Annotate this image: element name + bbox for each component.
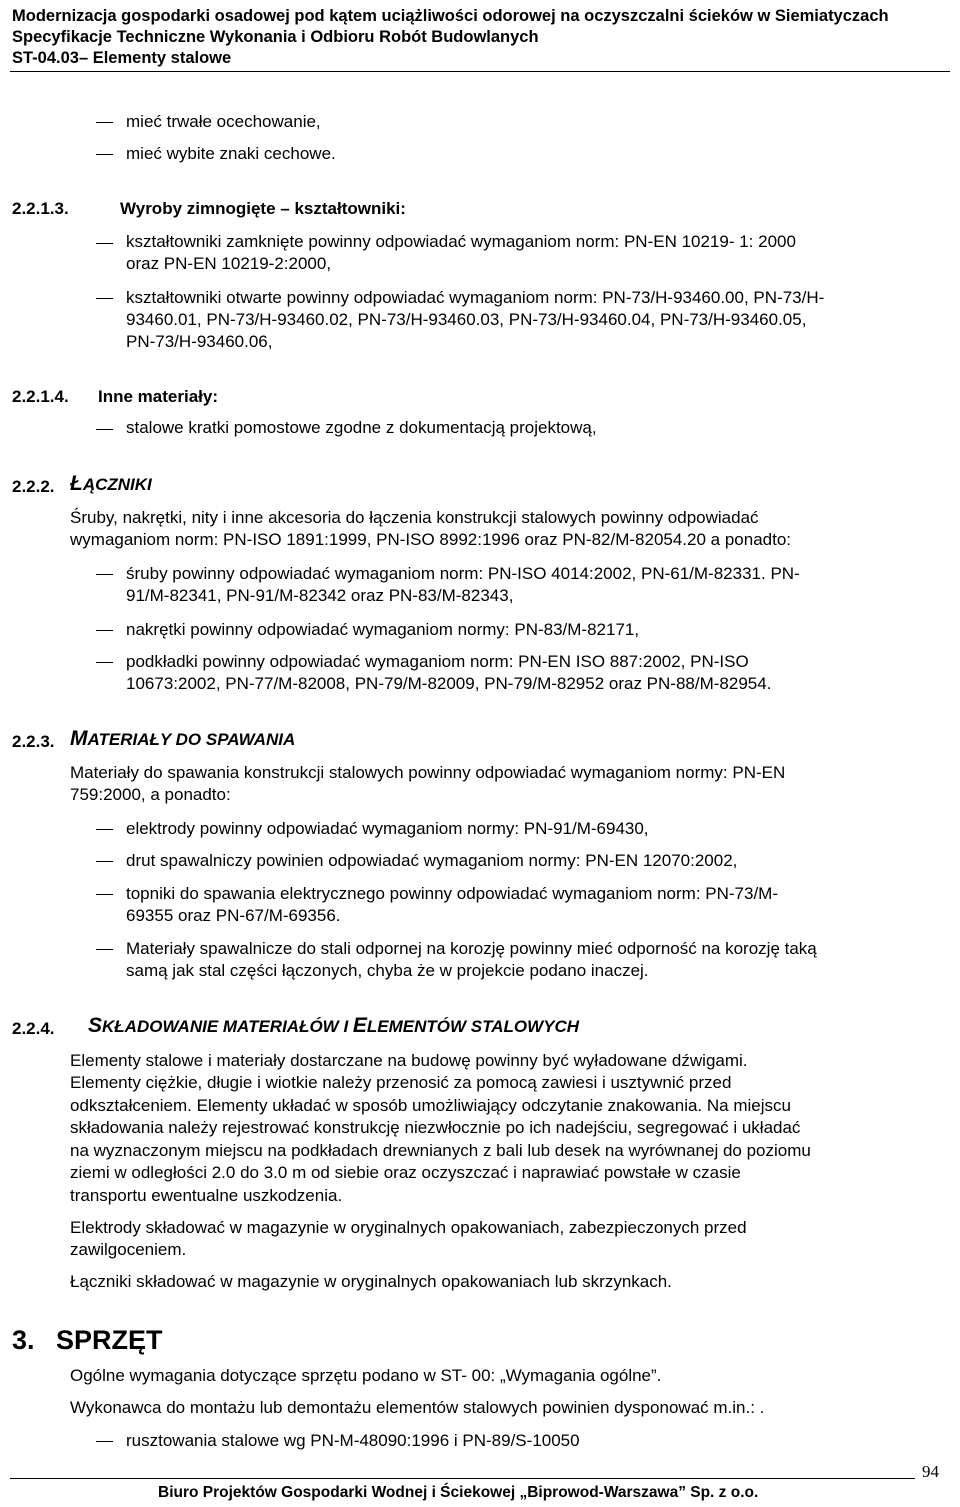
header-line-1: Modernizacja gospodarki osadowej pod kątem uciążliwości odorowej na oczyszczalni ścieków w Siemiatyczach [12,7,889,25]
section-number: 2.2.2. [12,477,55,496]
bullet-dash [96,574,113,575]
header-rule [10,71,950,72]
paragraph-line: Ogólne wymagania dotyczące sprzętu podano w ST- 00: „Wymagania ogólne”. [70,1366,662,1385]
bullet-dash [96,1441,113,1442]
header-line-3: ST-04.03– Elementy stalowe [12,49,232,67]
bullet-dash [96,894,113,895]
paragraph-line: Łączniki składować w magazynie w oryginalnych opakowaniach lub skrzynkach. [70,1272,672,1291]
paragraph-line: Elementy ciężkie, długie i wiotkie należy przenosić za pomocą zawiesi i usztywnić przed [70,1073,732,1092]
bullet-item-cont: PN-73/H-93460.06, [126,332,273,351]
bullet-dash [96,298,113,299]
section-number: 2.2.1.4. [12,387,69,406]
bullet-item: nakrętki powinny odpowiadać wymaganiom normy: PN-83/M-82171, [126,620,640,639]
paragraph-line: składowania należy rejestrować konstrukcję niezwłocznie po ich nadejściu, segregować i układać [70,1118,801,1137]
paragraph-line: na wyznaczonym miejscu na podkładach drewnianych z bali lub desek na wyrównanej do poziomu [70,1141,811,1160]
bullet-item-cont: oraz PN-EN 10219-2:2000, [126,254,332,273]
paragraph-line: odkształceniem. Elementy układać w sposób umożliwiający odczytanie znakowania. Na miejscu [70,1096,791,1115]
bullet-dash [96,630,113,631]
bullet-dash [96,662,113,663]
paragraph-line: wymaganiom norm: PN-ISO 1891:1999, PN-ISO 8992:1996 oraz PN-82/M-82054.20 a ponadto: [70,530,792,549]
bullet-item: kształtowniki otwarte powinny odpowiadać wymaganiom norm: PN-73/H-93460.00, PN-73/H- [126,288,825,307]
bullet-item: stalowe kratki pomostowe zgodne z dokumentacją projektową, [126,418,597,437]
bullet-item-cont: 91/M-82341, PN-91/M-82342 oraz PN-83/M-82343, [126,586,514,605]
bullet-item: elektrody powinny odpowiadać wymaganiom normy: PN-91/M-69430, [126,819,649,838]
bullet-item: topniki do spawania elektrycznego powinny odpowiadać wymaganiom norm: PN-73/M- [126,884,778,903]
chapter-title: SPRZĘT [56,1325,163,1355]
bullet-item-cont: 93460.01, PN-73/H-93460.02, PN-73/H-93460.03, PN-73/H-93460.04, PN-73/H-93460.05, [126,310,807,329]
chapter-number: 3. [12,1325,35,1355]
section-number: 2.2.4. [12,1019,55,1038]
paragraph-line: zawilgoceniem. [70,1240,187,1259]
paragraph-line: transportu ewentualne uszkodzenia. [70,1186,343,1205]
bullet-dash [96,829,113,830]
page-number: 94 [922,1462,939,1481]
bullet-dash [96,861,113,862]
bullet-dash [96,122,113,123]
paragraph-line: 759:2000, a ponadto: [70,785,231,804]
footer-rule [10,1478,915,1479]
paragraph-line: Wykonawca do montażu lub demontażu elementów stalowych powinien dysponować m.in.: . [70,1398,765,1417]
paragraph-line: ziemi w odległości 2.0 do 3.0 m od siebie oraz oczyszczać i naprawiać powstałe w czasie [70,1163,741,1182]
bullet-item: mieć wybite znaki cechowe. [126,144,336,163]
section-title: Inne materiały: [98,387,218,406]
section-title: Wyroby zimnogięte – kształtowniki: [120,199,406,218]
paragraph-line: Elementy stalowe i materiały dostarczane na budowę powinny być wyładowane dźwigami. [70,1051,748,1070]
bullet-dash [96,949,113,950]
bullet-item: mieć trwałe ocechowanie, [126,112,321,131]
bullet-item: rusztowania stalowe wg PN-M-48090:1996 i PN-89/S-10050 [126,1431,580,1450]
bullet-dash [96,243,113,244]
bullet-item-cont: 10673:2002, PN-77/M-82008, PN-79/M-82009, PN-79/M-82952 oraz PN-88/M-82954. [126,674,772,693]
bullet-item: Materiały spawalnicze do stali odpornej na korozję powinny mieć odporność na korozję taką [126,939,817,958]
section-number: 2.2.3. [12,732,55,751]
bullet-item: kształtowniki zamknięte powinny odpowiadać wymaganiom norm: PN-EN 10219- 1: 2000 [126,232,796,251]
bullet-dash [96,429,113,430]
section-title: ŁĄCZNIKI [70,472,152,495]
paragraph-line: Materiały do spawania konstrukcji stalowych powinny odpowiadać wymaganiom normy: PN-EN [70,763,786,782]
bullet-item-cont: 69355 oraz PN-67/M-69356. [126,906,341,925]
section-number: 2.2.1.3. [12,199,69,218]
footer-text: Biuro Projektów Gospodarki Wodnej i Ściekowej „Biprowod-Warszawa” Sp. z o.o. [158,1484,759,1501]
bullet-item: śruby powinny odpowiadać wymaganiom norm: PN-ISO 4014:2002, PN-61/M-82331. PN- [126,564,800,583]
paragraph-line: Śruby, nakrętki, nity i inne akcesoria do łączenia konstrukcji stalowych powinny odpowiadać [70,508,759,527]
bullet-item: podkładki powinny odpowiadać wymaganiom norm: PN-EN ISO 887:2002, PN-ISO [126,652,749,671]
bullet-item-cont: samą jak stal części łączonych, chyba że w projekcie podano inaczej. [126,961,649,980]
section-title: MATERIAŁY DO SPAWANIA [70,727,296,750]
bullet-dash [96,154,113,155]
section-title: SKŁADOWANIE MATERIAŁÓW I ELEMENTÓW STALOWYCH [88,1014,580,1037]
bullet-item: drut spawalniczy powinien odpowiadać wymaganiom normy: PN-EN 12070:2002, [126,851,738,870]
paragraph-line: Elektrody składować w magazynie w oryginalnych opakowaniach, zabezpieczonych przed [70,1218,747,1237]
header-line-2: Specyfikacje Techniczne Wykonania i Odbioru Robót Budowlanych [12,28,539,46]
